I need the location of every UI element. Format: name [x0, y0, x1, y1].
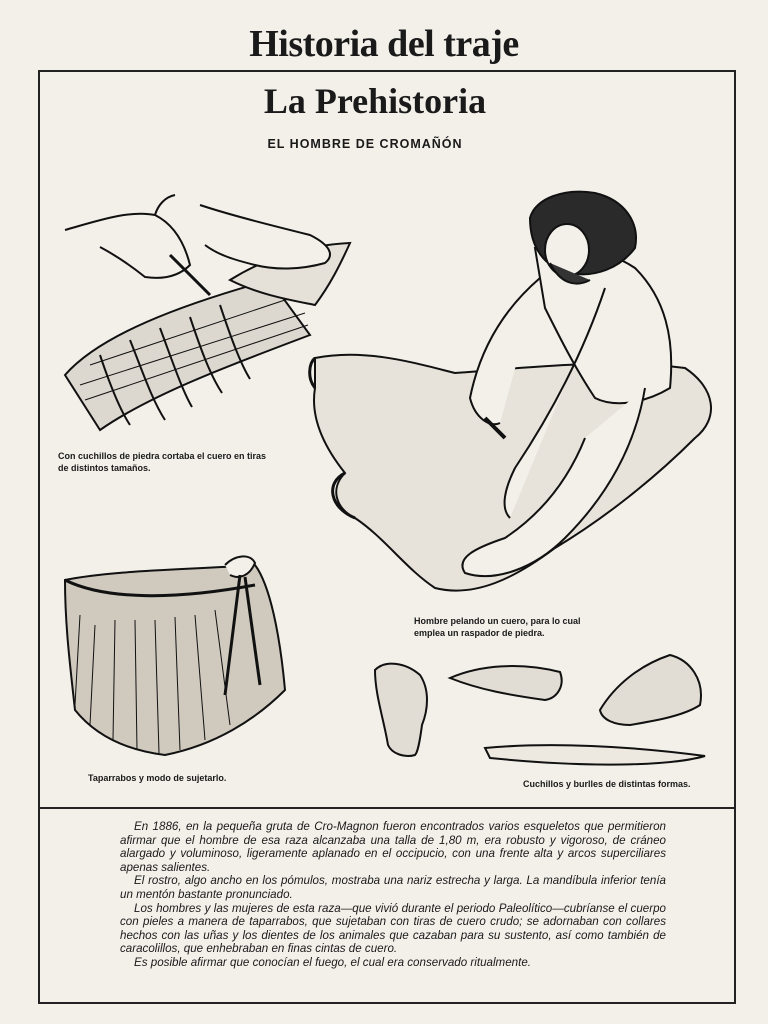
man-scraping-hide-illustration	[305, 188, 725, 608]
body-text	[120, 820, 666, 970]
body-paragraph-2: El rostro, algo ancho en los pómulos, mostraba una nariz estrecha y larga. La mandíbula inferior tenía un mentón bastante pronunciado.	[120, 874, 666, 901]
tools-caption: Cuchillos y burlles de distintas formas.	[523, 779, 691, 789]
stone-tools-illustration	[370, 650, 710, 770]
page-title: Historia del traje	[249, 23, 519, 65]
man-caption: Hombre pelando un cuero, para lo cual emplea un raspador de piedra.	[414, 616, 581, 638]
body-paragraph-1: En 1886, en la pequeña gruta de Cro-Magnon fueron encontrados varios esqueletos que permitieron afirmar que el hombre de esa raza alcanzaba una talla de 1,80 m, era robusto y vigoroso, de cráneo alargado y voluminoso, ligeramente aplanado en el occipucio, con una frente alta y arcos superciliares apenas salientes.	[120, 820, 666, 874]
loincloth-caption: Taparrabos y modo de sujetarlo.	[88, 773, 227, 783]
section-title: La Prehistoria	[263, 81, 487, 121]
knife-caption: Con cuchillos de piedra cortaba el cuero en tiras de distintos tamaños.	[58, 451, 267, 473]
body-paragraph-4: Es posible afirmar que conocían el fuego, el cual era conservado ritualmente.	[134, 955, 531, 969]
section-subtitle: EL HOMBRE DE CROMAÑÓN	[267, 137, 463, 151]
frame-divider	[38, 807, 736, 809]
body-paragraph-3: Los hombres y las mujeres de esta raza—que vivió durante el periodo Paleolítico—cubríanse el cuerpo con pieles a manera de taparrabos, que sujetaban con tiras de cuero crudo; se adornaban con collares hechos con las uñas y los dientes de los animales que cazaban para su sustento, así como también de caracolillos, que enhebraban en finas cintas de cuero.	[120, 901, 666, 956]
loincloth-illustration	[55, 545, 290, 760]
